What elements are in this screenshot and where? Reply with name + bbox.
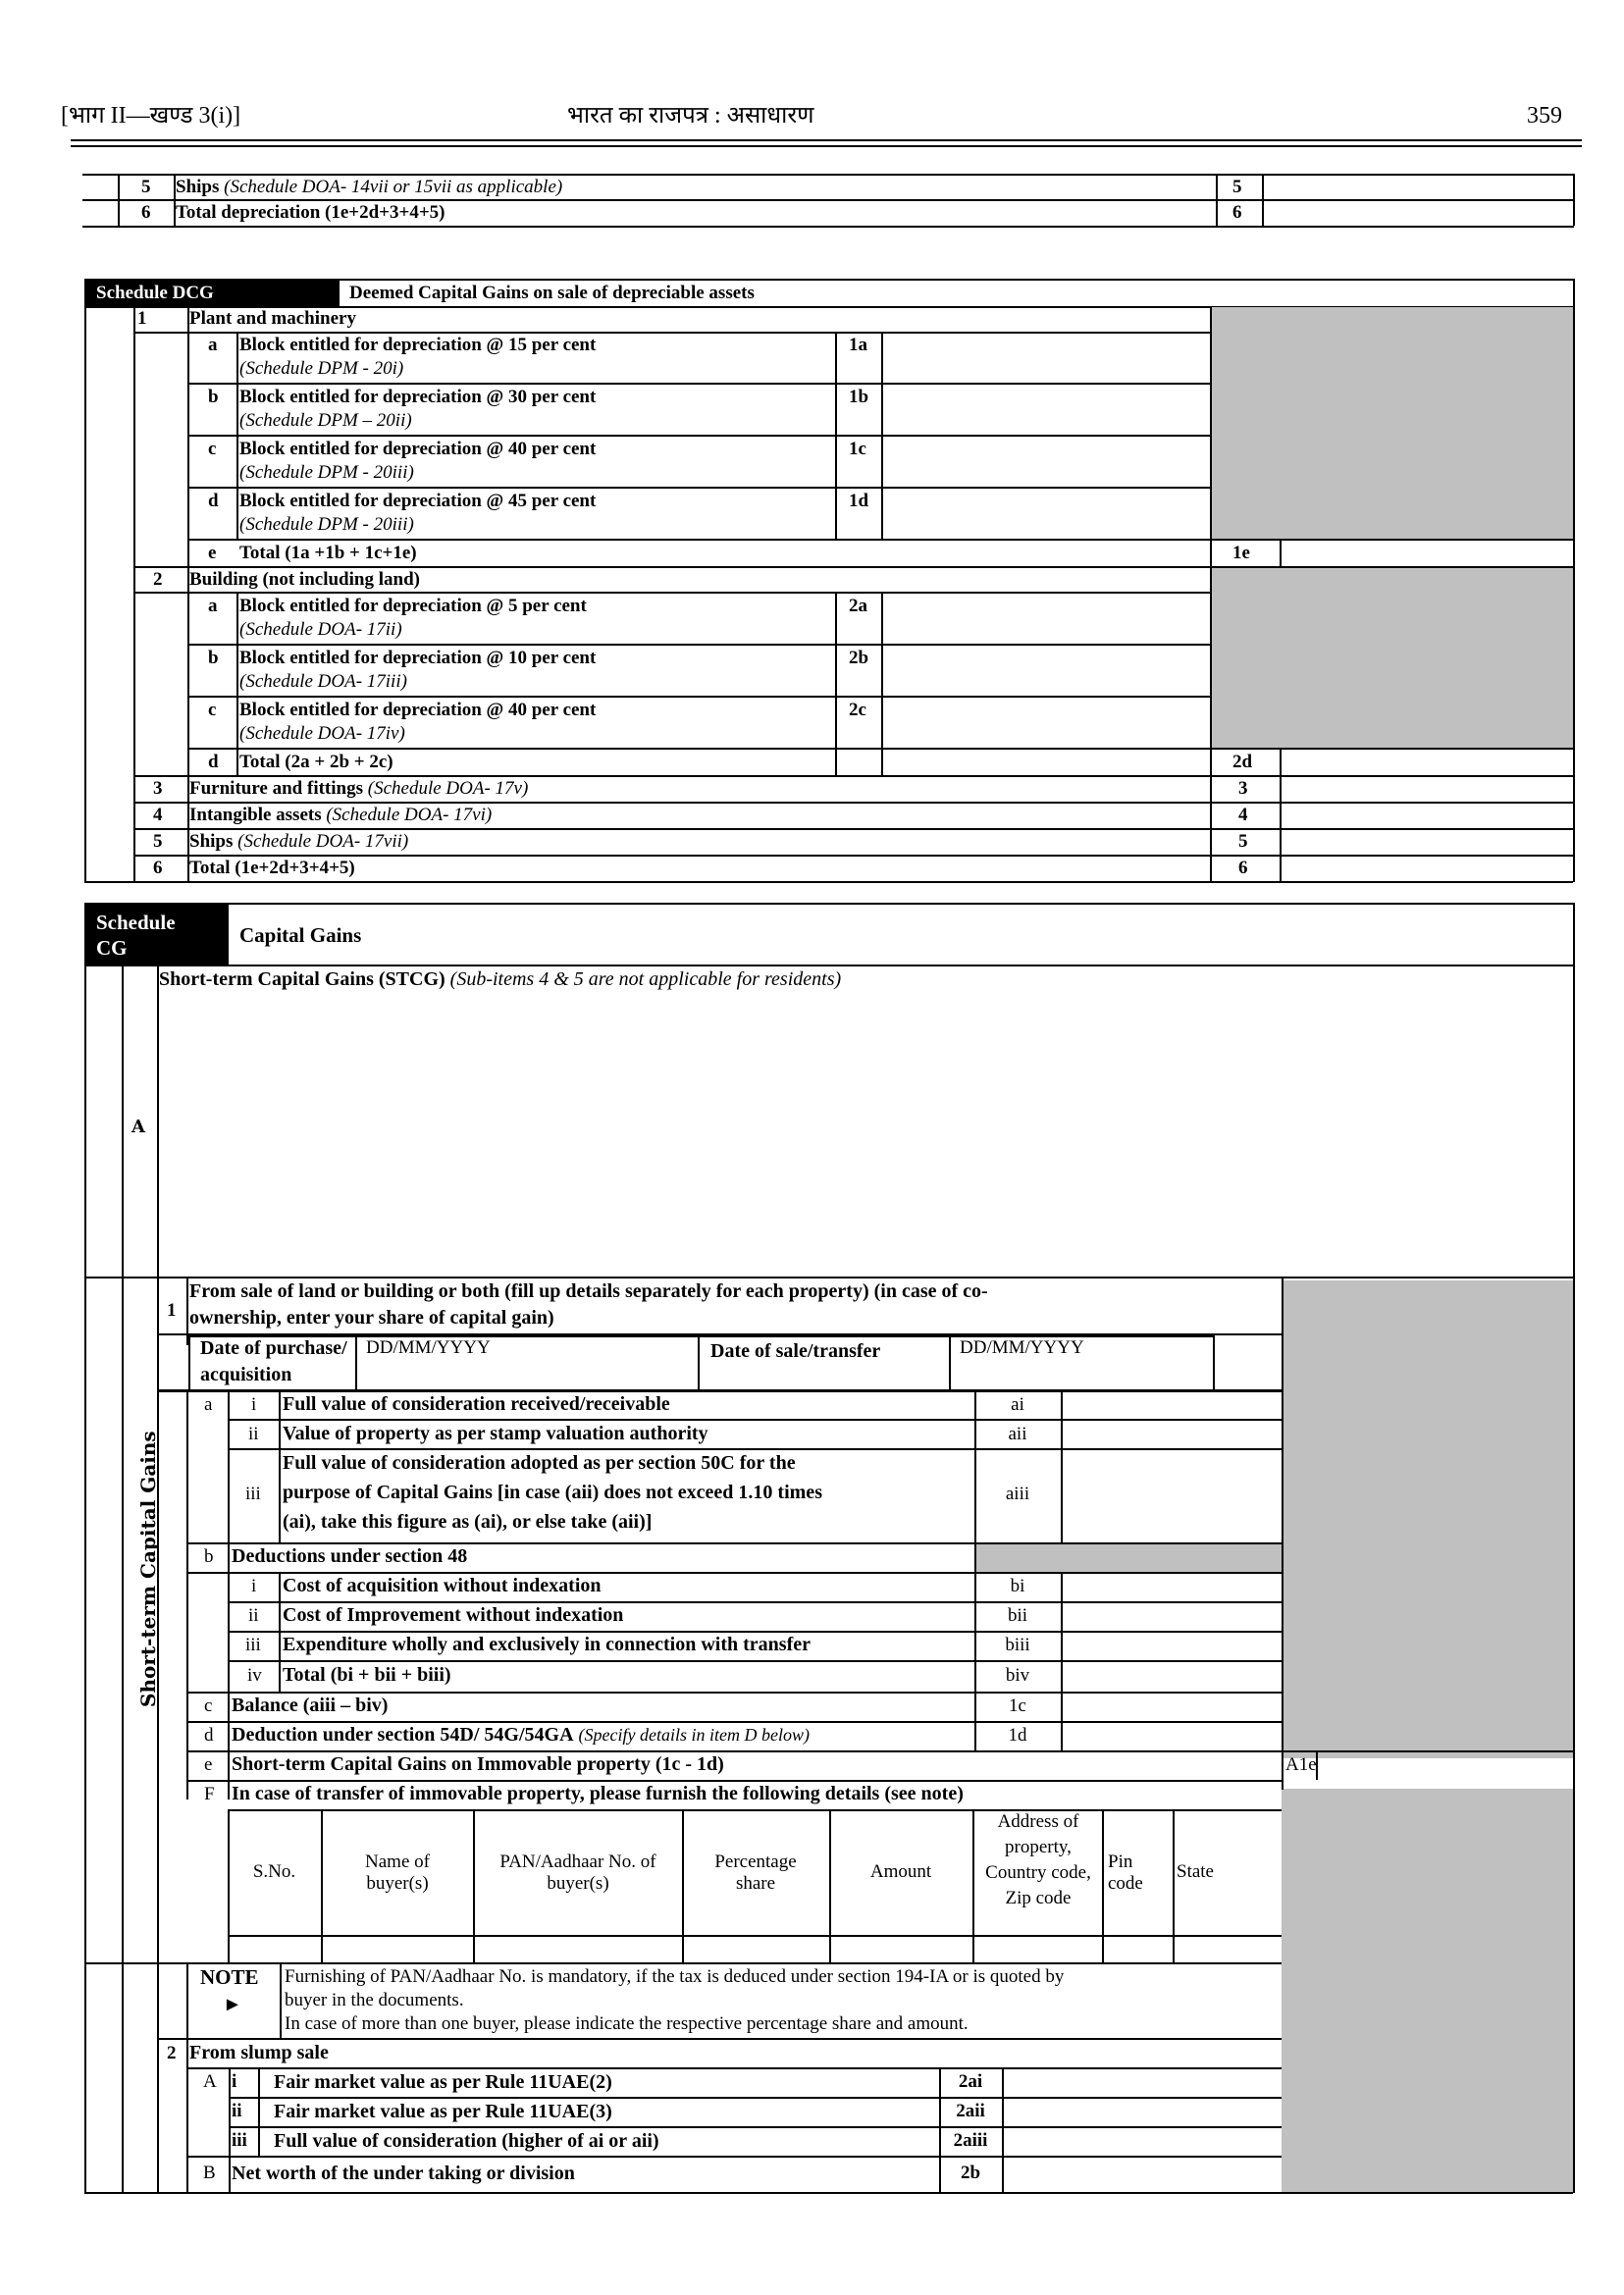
item-number: 4 — [153, 805, 163, 825]
column-header-address: Address of property, Country code, Zip code — [985, 1811, 1091, 1908]
table-border — [133, 306, 135, 882]
value-input-6[interactable] — [1283, 857, 1571, 879]
row-code: 5 — [1238, 831, 1248, 852]
row-roman: i — [251, 1394, 257, 1415]
note-line: buyer in the documents. — [285, 1990, 464, 2010]
table-border — [1280, 748, 1282, 882]
buyer-pin-input[interactable] — [1104, 1937, 1171, 1960]
row-code: 6 — [1238, 858, 1248, 878]
table-border — [187, 435, 1210, 437]
row-label: Block entitled for depreciation @ 15 per cent — [239, 335, 597, 355]
row-note: (Schedule DPM - 20iii) — [239, 462, 414, 483]
row-code: bi — [1010, 1576, 1025, 1596]
table-border — [1002, 2067, 1004, 2193]
row-roman: iii — [232, 2130, 247, 2151]
table-border — [974, 1389, 976, 1572]
page-number: 359 — [1527, 103, 1562, 129]
row-note: (Schedule DPM - 20i) — [239, 358, 404, 379]
table-border — [186, 1389, 188, 1799]
row-code: 2aii — [956, 2101, 985, 2121]
table-border — [84, 279, 1573, 281]
value-input-5[interactable] — [1283, 830, 1571, 853]
header-rule-top — [71, 139, 1582, 141]
value-input-bi[interactable] — [1065, 1574, 1280, 1599]
row-label-text: Deduction under section 54D/ 54G/54GA — [232, 1724, 574, 1746]
row-label: Block entitled for depreciation @ 30 per cent — [239, 387, 597, 407]
row-label: Fair market value as per Rule 11UAE(2) — [274, 2071, 612, 2093]
row-code: biii — [1005, 1635, 1030, 1655]
value-input-1a[interactable] — [885, 334, 1208, 381]
item-number: 3 — [153, 778, 163, 799]
table-border — [84, 881, 1573, 883]
page-header-center: भारत का राजपत्र : असाधारण — [567, 103, 814, 129]
header-rule-bottom — [71, 145, 1582, 147]
row-code: 1c — [1009, 1695, 1026, 1716]
row-label: Total depreciation (1e+2d+3+4+5) — [176, 202, 445, 223]
value-input-2b[interactable] — [885, 646, 1208, 694]
total-depreciation-input[interactable] — [1266, 201, 1570, 224]
item-label-line1: From sale of land or building or both (fill up details separately for each property) (in case of co- — [189, 1280, 988, 1302]
table-border — [84, 1962, 157, 1964]
row-roman: iv — [247, 1665, 262, 1686]
buyer-sno-input[interactable] — [230, 1937, 319, 1960]
row-note: (Schedule DOA- 14vii or 15vii as applicable) — [224, 177, 563, 197]
row-code: bii — [1007, 1605, 1028, 1626]
value-input-2aii[interactable] — [1006, 2099, 1280, 2124]
row-letter: F — [204, 1784, 215, 1804]
table-border — [229, 2067, 231, 2193]
column-header-state: State — [1177, 1861, 1214, 1882]
row-number: 6 — [141, 202, 151, 223]
schedule-cg-tag-line1: Schedule — [96, 911, 176, 934]
table-border — [187, 487, 1210, 489]
disabled-cell — [1210, 566, 1573, 748]
row-label: Total (2a + 2b + 2c) — [239, 752, 393, 772]
row-code: 2d — [1232, 752, 1253, 772]
value-input-2ai[interactable] — [1006, 2069, 1280, 2095]
table-border — [1573, 279, 1575, 882]
row-roman: iii — [245, 1635, 261, 1655]
row-label: Cost of acquisition without indexation — [283, 1575, 602, 1596]
row-code: ai — [1011, 1394, 1024, 1415]
item-label: Building (not including land) — [189, 569, 420, 590]
vertical-section-label: Short-term Capital Gains — [136, 1431, 160, 1707]
row-code: aiii — [1005, 1484, 1030, 1504]
item-number: 5 — [153, 831, 163, 852]
row-code: 3 — [1238, 778, 1248, 799]
row-label: Balance (aiii – biv) — [232, 1695, 389, 1716]
row-note: (Schedule DOA- 17iv) — [239, 723, 405, 744]
buyer-state-input[interactable] — [1175, 1937, 1280, 1960]
schedule-dcg-tag — [84, 280, 340, 306]
row-label: Net worth of the under taking or division — [232, 2163, 575, 2184]
item-note: (Schedule DOA- 17vi) — [326, 805, 493, 825]
row-code: A1e — [1285, 1754, 1317, 1775]
value-input-1e[interactable] — [1283, 541, 1571, 564]
table-border — [186, 1962, 188, 2193]
section-letter-a: A — [131, 1117, 145, 1137]
table-border — [279, 1389, 281, 1542]
row-code: 2aiii — [953, 2130, 988, 2151]
value-input-biii[interactable] — [1065, 1633, 1280, 1658]
note-arrow-icon: ► — [223, 1994, 242, 2015]
row-letter: d — [208, 491, 219, 511]
column-header-sno: S.No. — [252, 1861, 296, 1882]
item-label — [189, 831, 408, 853]
row-code: 2c — [849, 700, 866, 720]
row-code: aii — [1008, 1424, 1027, 1444]
row-roman: ii — [248, 1605, 259, 1626]
table-border — [258, 2067, 260, 2156]
row-roman: iii — [245, 1484, 261, 1504]
row-letter: e — [208, 543, 217, 563]
row-letter: a — [208, 596, 218, 616]
row-label-line1: Full value of consideration adopted as per section 50C for the — [283, 1452, 796, 1474]
value-input-2aiii[interactable] — [1006, 2128, 1280, 2154]
column-header-percentage: Percentage share — [714, 1852, 797, 1894]
value-input-4[interactable] — [1283, 804, 1571, 826]
row-roman: ii — [248, 1424, 259, 1444]
table-border — [280, 1962, 282, 2038]
value-input-aiii[interactable] — [1065, 1450, 1280, 1540]
row-letter: b — [204, 1546, 214, 1567]
table-border — [188, 1334, 190, 1389]
table-border — [1573, 903, 1575, 2193]
value-input-biv[interactable] — [1065, 1662, 1280, 1690]
schedule-cg-tag-line2: CG — [96, 936, 128, 960]
row-note: (Schedule DOA- 17ii) — [239, 619, 402, 640]
buyer-name-input[interactable] — [323, 1937, 471, 1960]
row-number: 5 — [141, 177, 151, 197]
table-border — [133, 566, 1573, 568]
table-border — [228, 1542, 230, 1799]
value-input-aii[interactable] — [1065, 1421, 1280, 1446]
stcg-note: (Sub-items 4 & 5 are not applicable for residents) — [449, 968, 842, 990]
purchase-date-label: Date of purchase/ — [200, 1337, 347, 1359]
row-roman: i — [232, 2071, 237, 2092]
row-code: 1d — [1008, 1725, 1027, 1746]
table-border — [157, 1962, 1282, 1964]
row-note: (Schedule DPM – 20ii) — [239, 410, 412, 431]
table-border — [122, 1277, 1573, 1278]
item-number: 1 — [167, 1300, 177, 1321]
item-label-text: Ships — [189, 831, 234, 852]
row-letter: B — [203, 2163, 216, 2183]
table-border — [84, 903, 1573, 905]
note-label: NOTE — [200, 1965, 259, 1989]
schedule-dcg-title: Deemed Capital Gains on sale of depreciable assets — [349, 283, 755, 303]
row-letter: e — [204, 1754, 213, 1775]
column-header-pan: PAN/Aadhaar No. of buyer(s) — [499, 1852, 656, 1894]
value-input-1b[interactable] — [885, 386, 1208, 433]
row-label: Block entitled for depreciation @ 40 per cent — [239, 439, 597, 459]
row-code: 1e — [1232, 543, 1250, 563]
table-border — [355, 1334, 357, 1389]
value-input-2d[interactable] — [1283, 750, 1571, 773]
table-border — [186, 1780, 1282, 1782]
item-label: From slump sale — [189, 2042, 329, 2063]
row-label: Short-term Capital Gains on Immovable property (1c - 1d) — [232, 1753, 724, 1775]
table-border — [228, 1389, 230, 1542]
table-border — [84, 965, 1573, 966]
row-code: 4 — [1238, 805, 1248, 825]
purchase-date-field[interactable]: DD/MM/YYYY — [366, 1337, 491, 1358]
column-header-buyer-name: Name of buyer(s) — [365, 1852, 430, 1894]
item-note: (Schedule DOA- 17v) — [367, 778, 529, 799]
note-line: In case of more than one buyer, please indicate the respective percentage share and amount. — [285, 2013, 969, 2034]
row-label: Fair market value as per Rule 11UAE(3) — [274, 2101, 612, 2122]
item-label-line2: ownership, enter your share of capital gain) — [189, 1307, 554, 1329]
value-input-1d-deduction[interactable] — [1065, 1723, 1280, 1748]
row-label — [176, 177, 562, 198]
table-border — [1262, 174, 1264, 226]
table-border — [157, 2038, 1282, 2040]
value-input-ai[interactable] — [1065, 1391, 1280, 1417]
buyer-address-input[interactable] — [974, 1937, 1100, 1960]
schedule-cg-tag — [84, 904, 229, 965]
page-header-left: [भाग II—खण्ड 3(i)] — [61, 103, 241, 129]
item-number: 1 — [137, 308, 147, 329]
disabled-cell — [1282, 1789, 1573, 2193]
buyer-percentage-input[interactable] — [684, 1937, 827, 1960]
disabled-cell — [974, 1542, 1282, 1572]
item-label: Total (1e+2d+3+4+5) — [189, 858, 355, 878]
column-header-pin: Pin code — [1108, 1852, 1143, 1894]
row-label: Total (bi + bii + biii) — [283, 1664, 451, 1686]
table-border — [84, 306, 86, 882]
row-code: 2ai — [958, 2071, 983, 2092]
table-border — [949, 1334, 951, 1389]
row-letter: c — [208, 439, 217, 459]
sale-date-field[interactable]: DD/MM/YYYY — [960, 1337, 1084, 1358]
item-number: 2 — [167, 2043, 177, 2063]
column-header-amount: Amount — [869, 1861, 932, 1882]
table-border — [187, 383, 1210, 385]
table-border — [84, 2192, 1573, 2194]
purchase-date-label-line2: acquisition — [200, 1364, 292, 1385]
row-label-text: Ships — [176, 177, 220, 197]
table-border — [1280, 539, 1282, 566]
table-border — [118, 174, 120, 226]
item-label-text: Furniture and fittings — [189, 778, 364, 799]
row-code: 5 — [1232, 177, 1242, 197]
sale-date-label: Date of sale/transfer — [710, 1340, 881, 1362]
row-label: Deductions under section 48 — [232, 1545, 468, 1567]
value-input-2a[interactable] — [885, 594, 1208, 642]
item-number: 6 — [153, 858, 163, 878]
row-label: Full value of consideration (higher of ai or aii) — [274, 2130, 659, 2152]
row-code: 2b — [960, 2163, 981, 2183]
row-code: 1b — [849, 387, 869, 407]
row-letter: d — [208, 752, 219, 772]
table-border — [1216, 174, 1218, 226]
row-letter: b — [208, 387, 219, 407]
value-input-2c[interactable] — [885, 698, 1208, 746]
row-label: Value of property as per stamp valuation authority — [283, 1423, 708, 1444]
item-label — [189, 778, 528, 800]
value-input-a1e[interactable] — [1320, 1752, 1571, 1778]
buyer-pan-input[interactable] — [475, 1937, 680, 1960]
stcg-heading — [159, 968, 841, 990]
table-border — [1282, 1277, 1283, 1790]
row-code: 1a — [849, 335, 867, 355]
row-roman: i — [251, 1576, 257, 1596]
table-border — [1210, 306, 1212, 882]
table-border — [1573, 174, 1575, 226]
value-input-1d[interactable] — [885, 490, 1208, 537]
row-letter: c — [204, 1695, 213, 1716]
table-border — [698, 1334, 700, 1389]
row-label — [232, 1724, 810, 1746]
row-label: Block entitled for depreciation @ 45 per cent — [239, 491, 597, 511]
row-label: Block entitled for depreciation @ 10 per cent — [239, 648, 597, 668]
row-label-line3: (ai), take this figure as (ai), or else take (aii)] — [283, 1511, 653, 1533]
item-number: 2 — [153, 569, 163, 590]
schedule-dcg-tag-text: Schedule DCG — [96, 283, 214, 303]
row-note: (Specify details in item D below) — [578, 1725, 810, 1745]
row-code: 2a — [849, 596, 867, 616]
value-input-2b[interactable] — [1006, 2158, 1280, 2190]
row-note: (Schedule DPM - 20iii) — [239, 514, 414, 535]
item-label — [189, 805, 492, 826]
row-label-line2: purpose of Capital Gains [in case (aii) does not exceed 1.10 times — [283, 1482, 822, 1503]
table-border — [84, 965, 86, 2193]
stcg-heading-text: Short-term Capital Gains (STCG) — [159, 968, 445, 990]
row-label: Block entitled for depreciation @ 40 per cent — [239, 700, 597, 720]
row-label: Cost of Improvement without indexation — [283, 1604, 624, 1626]
row-note: (Schedule DOA- 17iii) — [239, 671, 407, 692]
table-border — [228, 1809, 1282, 1811]
table-border — [84, 1277, 122, 1278]
row-letter: c — [208, 700, 217, 720]
table-border — [82, 226, 1574, 228]
row-letter: a — [204, 1394, 213, 1415]
row-roman: ii — [232, 2101, 242, 2121]
row-label: Total (1a +1b + 1c+1e) — [239, 543, 417, 563]
row-label: In case of transfer of immovable property, please furnish the following details (see note) — [232, 1783, 964, 1804]
row-code: 2b — [849, 648, 869, 668]
depreciation-ships-input[interactable] — [1266, 176, 1570, 197]
row-code: 1d — [849, 491, 869, 511]
disabled-cell — [1210, 307, 1573, 539]
row-letter: A — [203, 2071, 217, 2092]
row-label: Block entitled for depreciation @ 5 per cent — [239, 596, 587, 616]
table-border — [122, 965, 124, 2193]
row-code: 1c — [849, 439, 866, 459]
row-letter: b — [208, 648, 219, 668]
row-letter: a — [208, 335, 218, 355]
buyer-amount-input[interactable] — [831, 1937, 970, 1960]
row-label: Expenditure wholly and exclusively in connection with transfer — [283, 1634, 811, 1655]
value-input-1c-balance[interactable] — [1065, 1694, 1280, 1719]
value-input-1c[interactable] — [885, 438, 1208, 485]
item-note: (Schedule DOA- 17vii) — [237, 831, 409, 852]
schedule-cg-title: Capital Gains — [239, 923, 362, 947]
item-label: Plant and machinery — [189, 308, 356, 329]
disabled-cell — [1282, 1280, 1573, 1758]
row-label: Full value of consideration received/receivable — [283, 1393, 670, 1415]
row-letter: d — [204, 1725, 214, 1746]
value-input-3[interactable] — [1283, 777, 1571, 800]
table-border — [186, 1542, 1282, 1544]
item-label-text: Intangible assets — [189, 805, 322, 825]
note-line: Furnishing of PAN/Aadhaar No. is mandatory, if the tax is deduced under section 194-IA or is quoted by — [285, 1966, 1065, 1987]
row-code: biv — [1005, 1665, 1030, 1686]
value-input-bii[interactable] — [1065, 1603, 1280, 1629]
table-border — [1061, 1389, 1063, 1542]
table-border — [1213, 1334, 1215, 1389]
row-code: 6 — [1232, 202, 1242, 223]
